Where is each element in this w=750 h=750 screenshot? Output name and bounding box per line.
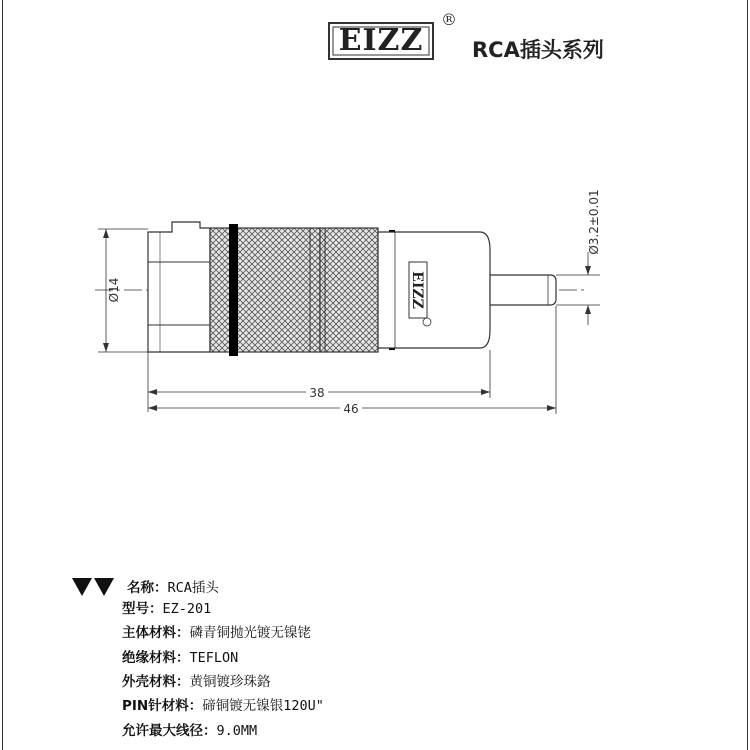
center-pin <box>490 275 556 305</box>
dimension-label-diameter-pin: Ø3.2±0.01 <box>587 189 601 255</box>
spec-value: 磷青铜抛光镀无镍铑 <box>189 625 311 641</box>
body-logo-marking <box>409 262 427 318</box>
body-marking-text: EIZZ <box>409 271 425 309</box>
rear-cap <box>148 222 210 352</box>
knurled-grip-front <box>210 228 320 352</box>
registered-mark: ® <box>441 10 457 29</box>
spec-label: 绝缘材料： <box>122 650 190 666</box>
spec-label: 型号： <box>122 601 163 617</box>
spec-row-model <box>122 597 211 619</box>
dimension-body-diameter <box>98 229 148 352</box>
spec-row-body-material <box>122 621 311 643</box>
spec-value: EZ-201 <box>162 601 212 617</box>
spec-label: 主体材料： <box>122 625 190 641</box>
spec-row-name <box>127 576 219 598</box>
spec-value: RCA插头 <box>167 580 219 596</box>
spec-row-insulation <box>122 646 238 668</box>
spec-value: 碲铜镀无镍银120U" <box>202 698 324 714</box>
dimension-label-diameter-body: Ø14 <box>107 277 121 303</box>
spec-label: PIN针材料： <box>122 698 203 714</box>
spec-row-pin-material <box>122 694 324 716</box>
logo-text: EIZZ <box>338 23 424 58</box>
o-ring-rear <box>229 224 238 356</box>
spec-row-max-wire <box>122 719 257 741</box>
spec-label: 外壳材料： <box>122 674 190 690</box>
dimension-label-38: 38 <box>309 386 325 400</box>
page-title: RCA插头系列 <box>472 38 604 62</box>
dimension-label-46: 46 <box>343 402 359 416</box>
spec-row-shell-material <box>122 670 271 692</box>
spec-label: 允许最大线径： <box>122 723 217 739</box>
dimension-length-38 <box>148 350 490 412</box>
spec-value: 黄铜镀珍珠鉻 <box>189 674 271 690</box>
dimension-pin-diameter <box>556 189 601 325</box>
triangle-bullet-icon <box>72 578 116 598</box>
spec-value: 9.0MM <box>216 723 258 739</box>
knurled-grip-rear <box>320 228 378 352</box>
spec-label: 名称： <box>127 580 168 596</box>
spec-value: TEFLON <box>189 650 239 666</box>
